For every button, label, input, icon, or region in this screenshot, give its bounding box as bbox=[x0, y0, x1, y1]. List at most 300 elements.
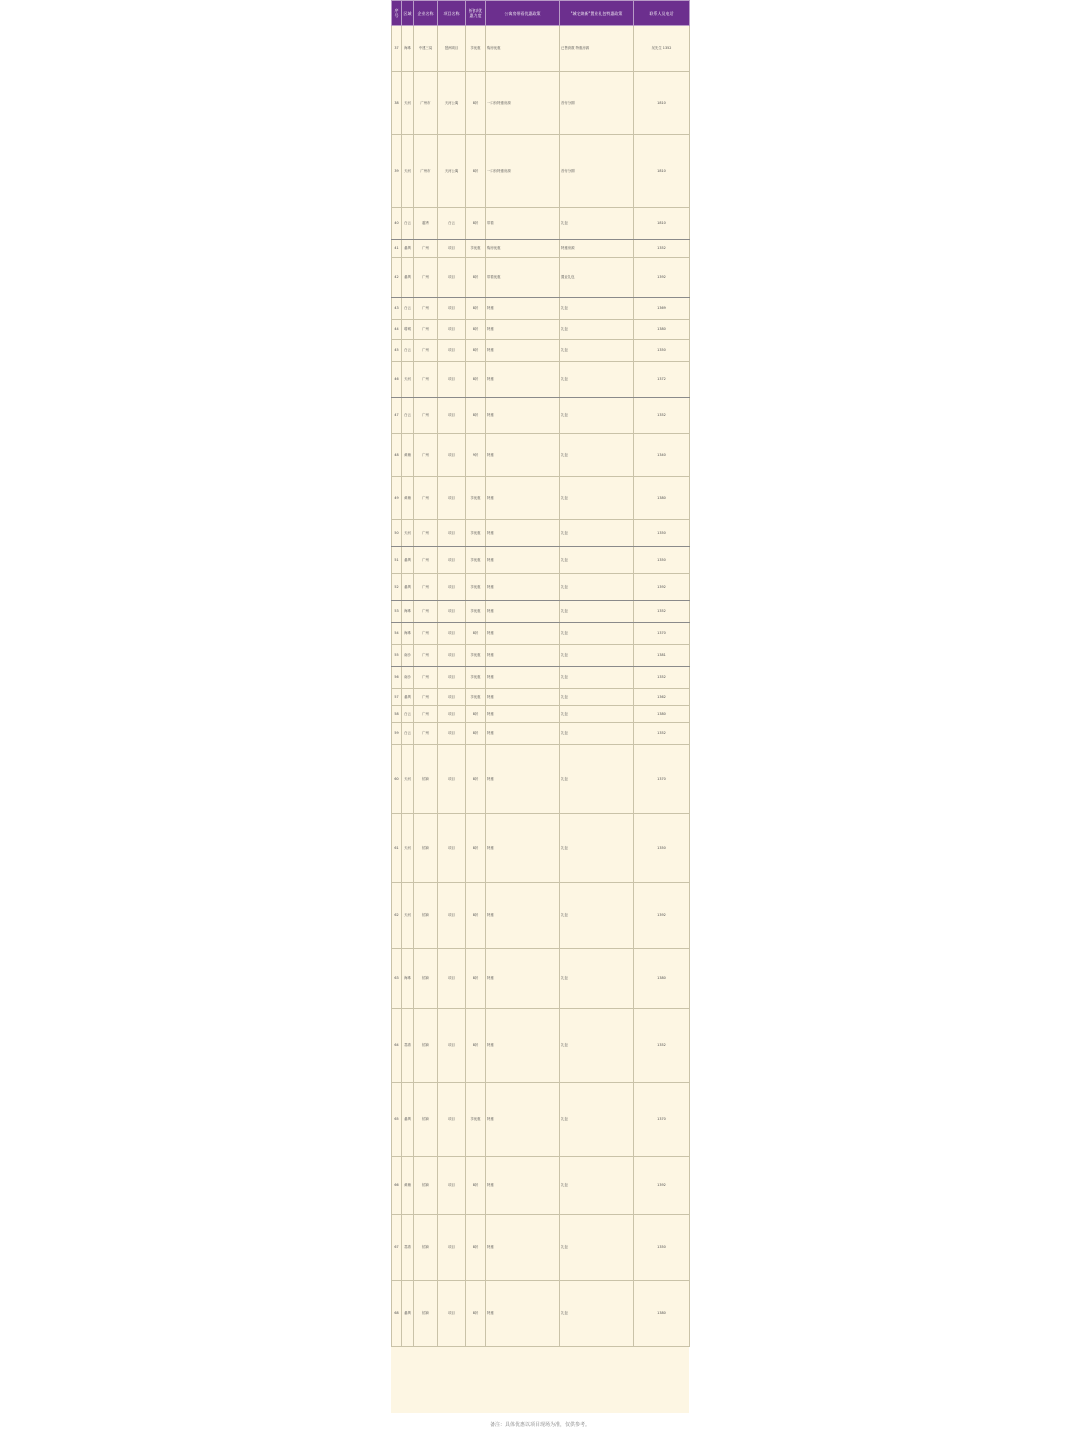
table-row bbox=[392, 601, 690, 623]
cell-rate: 8折 bbox=[466, 208, 486, 240]
cell-contact: 1392 bbox=[634, 883, 690, 949]
cell-project: 项目 bbox=[438, 298, 466, 320]
cell-special: 礼包 bbox=[560, 949, 634, 1009]
cell-project: 天河公寓 bbox=[438, 72, 466, 135]
cell-rate: 享优惠 bbox=[466, 667, 486, 689]
cell-rate: 8折 bbox=[466, 1281, 486, 1347]
cell-no: 53 bbox=[392, 601, 402, 623]
cell-district: 番禺 bbox=[402, 240, 414, 258]
cell-company: 广州 bbox=[414, 240, 438, 258]
cell-special: 礼包 bbox=[560, 208, 634, 240]
cell-project: 白云 bbox=[438, 208, 466, 240]
cell-company: 招商 bbox=[414, 1083, 438, 1157]
cell-district: 天河 bbox=[402, 135, 414, 208]
cell-no: 58 bbox=[392, 706, 402, 723]
cell-rate: 享优惠 bbox=[466, 645, 486, 667]
cell-policy: 特惠 bbox=[486, 667, 560, 689]
cell-project: 项目 bbox=[438, 362, 466, 398]
header-contact: 联系人及电话 bbox=[634, 1, 690, 26]
cell-district: 海珠 bbox=[402, 601, 414, 623]
cell-district: 海珠 bbox=[402, 26, 414, 72]
cell-contact: 1352 bbox=[634, 667, 690, 689]
cell-policy: 特惠 bbox=[486, 745, 560, 814]
cell-policy: 特惠 bbox=[486, 601, 560, 623]
cell-contact: 1380 bbox=[634, 949, 690, 1009]
cell-no: 50 bbox=[392, 520, 402, 547]
table-row bbox=[392, 208, 690, 240]
cell-district: 白云 bbox=[402, 340, 414, 362]
table-row bbox=[392, 298, 690, 320]
cell-policy: 购房优惠 bbox=[486, 240, 560, 258]
table-row bbox=[392, 72, 690, 135]
cell-district: 番禺 bbox=[402, 1281, 414, 1347]
cell-policy: 特惠 bbox=[486, 645, 560, 667]
cell-contact: 1370 bbox=[634, 623, 690, 645]
cell-project: 项目 bbox=[438, 883, 466, 949]
cell-district: 增城 bbox=[402, 320, 414, 340]
cell-special: 礼包 bbox=[560, 547, 634, 574]
table-row bbox=[392, 667, 690, 689]
cell-special: 礼包 bbox=[560, 883, 634, 949]
table-row bbox=[392, 949, 690, 1009]
cell-district: 番禺 bbox=[402, 258, 414, 298]
cell-special: 礼包 bbox=[560, 574, 634, 601]
cell-company: 招商 bbox=[414, 814, 438, 883]
cell-rate: 享优惠 bbox=[466, 26, 486, 72]
cell-no: 68 bbox=[392, 1281, 402, 1347]
cell-policy: 购房优惠 bbox=[486, 26, 560, 72]
table-row bbox=[392, 477, 690, 520]
cell-project: 项目 bbox=[438, 340, 466, 362]
cell-special: 礼包 bbox=[560, 745, 634, 814]
cell-policy: 一口价特惠房源 bbox=[486, 72, 560, 135]
cell-policy: 特惠 bbox=[486, 1009, 560, 1083]
table-row bbox=[392, 574, 690, 601]
cell-policy: 特惠 bbox=[486, 574, 560, 601]
cell-no: 57 bbox=[392, 689, 402, 706]
cell-no: 48 bbox=[392, 434, 402, 477]
cell-company: 广州 bbox=[414, 645, 438, 667]
cell-no: 49 bbox=[392, 477, 402, 520]
cell-special: 礼包 bbox=[560, 340, 634, 362]
cell-district: 海珠 bbox=[402, 949, 414, 1009]
cell-contact: 1350 bbox=[634, 340, 690, 362]
cell-company: 广州 bbox=[414, 320, 438, 340]
cell-company: 广州 bbox=[414, 689, 438, 706]
cell-special: 礼包 bbox=[560, 689, 634, 706]
cell-policy: 特惠 bbox=[486, 814, 560, 883]
table-row bbox=[392, 240, 690, 258]
table-row bbox=[392, 1083, 690, 1157]
cell-contact: 1370 bbox=[634, 745, 690, 814]
cell-district: 白云 bbox=[402, 706, 414, 723]
cell-contact: 1392 bbox=[634, 574, 690, 601]
cell-contact: 1370 bbox=[634, 1083, 690, 1157]
cell-company: 广州 bbox=[414, 520, 438, 547]
cell-project: 项目 bbox=[438, 667, 466, 689]
cell-district: 天河 bbox=[402, 362, 414, 398]
table-row bbox=[392, 520, 690, 547]
cell-no: 54 bbox=[392, 623, 402, 645]
cell-district: 天河 bbox=[402, 745, 414, 814]
cell-rate: 8折 bbox=[466, 135, 486, 208]
cell-rate: 8折 bbox=[466, 362, 486, 398]
cell-company: 广州 bbox=[414, 623, 438, 645]
header-rate: 折扣/优惠力度 bbox=[466, 1, 486, 26]
table-row bbox=[392, 883, 690, 949]
cell-rate: 享优惠 bbox=[466, 520, 486, 547]
cell-contact: 1381 bbox=[634, 645, 690, 667]
cell-rate: 8折 bbox=[466, 706, 486, 723]
cell-district: 白云 bbox=[402, 723, 414, 745]
cell-policy: 特惠 bbox=[486, 706, 560, 723]
cell-special: 礼包 bbox=[560, 520, 634, 547]
cell-district: 荔湾 bbox=[402, 1215, 414, 1281]
cell-special: 首付分期 bbox=[560, 135, 634, 208]
cell-district: 番禺 bbox=[402, 1083, 414, 1157]
cell-policy: 带看 bbox=[486, 208, 560, 240]
cell-contact: 1810 bbox=[634, 208, 690, 240]
cell-rate: 享优惠 bbox=[466, 574, 486, 601]
header-project: 项目名称 bbox=[438, 1, 466, 26]
cell-rate: 8折 bbox=[466, 258, 486, 298]
cell-contact: 1810 bbox=[634, 135, 690, 208]
cell-special: 礼包 bbox=[560, 1215, 634, 1281]
table-row bbox=[392, 745, 690, 814]
table-row bbox=[392, 26, 690, 72]
cell-special: 首付分期 bbox=[560, 72, 634, 135]
cell-rate: 享优惠 bbox=[466, 601, 486, 623]
header-district: 区域 bbox=[402, 1, 414, 26]
cell-special: 礼包 bbox=[560, 723, 634, 745]
discount-table bbox=[391, 0, 690, 1347]
cell-special: 礼包 bbox=[560, 1281, 634, 1347]
table-row bbox=[392, 362, 690, 398]
cell-project: 项目 bbox=[438, 1157, 466, 1215]
cell-district: 番禺 bbox=[402, 689, 414, 706]
cell-district: 黄埔 bbox=[402, 1157, 414, 1215]
cell-contact: 1352 bbox=[634, 398, 690, 434]
cell-policy: 特惠 bbox=[486, 1157, 560, 1215]
cell-policy: 特惠 bbox=[486, 298, 560, 320]
cell-company: 广州市 bbox=[414, 72, 438, 135]
cell-company: 招商 bbox=[414, 883, 438, 949]
cell-rate: 8折 bbox=[466, 745, 486, 814]
cell-no: 45 bbox=[392, 340, 402, 362]
cell-no: 40 bbox=[392, 208, 402, 240]
cell-rate: 享优惠 bbox=[466, 689, 486, 706]
cell-contact: 1352 bbox=[634, 601, 690, 623]
cell-special: 置业礼包 bbox=[560, 258, 634, 298]
cell-special: 礼包 bbox=[560, 1009, 634, 1083]
table-row bbox=[392, 1157, 690, 1215]
cell-policy: 一口价特惠房源 bbox=[486, 135, 560, 208]
cell-company: 广州 bbox=[414, 340, 438, 362]
table-row bbox=[392, 645, 690, 667]
cell-project: 项目 bbox=[438, 949, 466, 1009]
cell-special: 礼包 bbox=[560, 1157, 634, 1215]
cell-no: 42 bbox=[392, 258, 402, 298]
table-row bbox=[392, 689, 690, 706]
cell-policy: 特惠 bbox=[486, 434, 560, 477]
cell-rate: 8折 bbox=[466, 949, 486, 1009]
cell-policy: 特惠 bbox=[486, 320, 560, 340]
cell-project: 项目 bbox=[438, 320, 466, 340]
table-row bbox=[392, 706, 690, 723]
cell-policy: 特惠 bbox=[486, 689, 560, 706]
cell-rate: 8折 bbox=[466, 72, 486, 135]
cell-special: 礼包 bbox=[560, 434, 634, 477]
cell-rate: 8折 bbox=[466, 298, 486, 320]
table-row bbox=[392, 814, 690, 883]
cell-project: 项目 bbox=[438, 745, 466, 814]
cell-district: 南沙 bbox=[402, 645, 414, 667]
cell-no: 43 bbox=[392, 298, 402, 320]
table-row bbox=[392, 135, 690, 208]
cell-company: 广州 bbox=[414, 258, 438, 298]
cell-contact: 1380 bbox=[634, 477, 690, 520]
cell-policy: 特惠 bbox=[486, 723, 560, 745]
table-row bbox=[392, 1215, 690, 1281]
cell-company: 中建三局 bbox=[414, 26, 438, 72]
cell-project: 项目 bbox=[438, 723, 466, 745]
header-special: "城宅焕新"置业礼包特惠政策 bbox=[560, 1, 634, 26]
cell-company: 广州 bbox=[414, 667, 438, 689]
cell-special: 礼包 bbox=[560, 298, 634, 320]
header-no: 序号 bbox=[392, 1, 402, 26]
cell-company: 广州 bbox=[414, 547, 438, 574]
header-company: 企业名称 bbox=[414, 1, 438, 26]
cell-company: 广州 bbox=[414, 574, 438, 601]
cell-company: 招商 bbox=[414, 1281, 438, 1347]
cell-policy: 特惠 bbox=[486, 949, 560, 1009]
cell-project: 天河公寓 bbox=[438, 135, 466, 208]
cell-company: 广州 bbox=[414, 706, 438, 723]
cell-company: 招商 bbox=[414, 745, 438, 814]
table-header-row bbox=[392, 1, 690, 26]
cell-special: 礼包 bbox=[560, 814, 634, 883]
cell-rate: 8折 bbox=[466, 398, 486, 434]
cell-company: 广州 bbox=[414, 601, 438, 623]
cell-project: 项目 bbox=[438, 601, 466, 623]
cell-project: 项目 bbox=[438, 258, 466, 298]
cell-special: 礼包 bbox=[560, 667, 634, 689]
cell-no: 38 bbox=[392, 72, 402, 135]
cell-policy: 特惠 bbox=[486, 340, 560, 362]
cell-district: 黄埔 bbox=[402, 434, 414, 477]
cell-policy: 特惠 bbox=[486, 477, 560, 520]
cell-company: 招商 bbox=[414, 949, 438, 1009]
cell-contact: 1372 bbox=[634, 362, 690, 398]
cell-company: 广州 bbox=[414, 362, 438, 398]
cell-district: 海珠 bbox=[402, 623, 414, 645]
table-row bbox=[392, 340, 690, 362]
cell-project: 项目 bbox=[438, 547, 466, 574]
cell-project: 项目 bbox=[438, 1215, 466, 1281]
cell-contact: 1350 bbox=[634, 814, 690, 883]
cell-special: 礼包 bbox=[560, 320, 634, 340]
cell-rate: 8折 bbox=[466, 340, 486, 362]
footer-note: 备注：具体优惠以项目现场为准，仅供参考。 bbox=[489, 1422, 590, 1428]
cell-project: 项目 bbox=[438, 574, 466, 601]
cell-no: 65 bbox=[392, 1083, 402, 1157]
cell-contact: 1352 bbox=[634, 1009, 690, 1083]
cell-policy: 特惠 bbox=[486, 1281, 560, 1347]
table-row bbox=[392, 623, 690, 645]
cell-rate: 8折 bbox=[466, 320, 486, 340]
cell-contact: 1380 bbox=[634, 320, 690, 340]
cell-no: 46 bbox=[392, 362, 402, 398]
cell-district: 天河 bbox=[402, 520, 414, 547]
cell-project: 项目 bbox=[438, 1009, 466, 1083]
cell-no: 63 bbox=[392, 949, 402, 1009]
table-row bbox=[392, 398, 690, 434]
cell-rate: 8折 bbox=[466, 723, 486, 745]
table-row bbox=[392, 320, 690, 340]
cell-district: 白云 bbox=[402, 398, 414, 434]
cell-no: 61 bbox=[392, 814, 402, 883]
cell-special: 礼包 bbox=[560, 645, 634, 667]
cell-special: 礼包 bbox=[560, 362, 634, 398]
cell-company: 广州 bbox=[414, 723, 438, 745]
cell-rate: 8折 bbox=[466, 1215, 486, 1281]
cell-project: 项目 bbox=[438, 477, 466, 520]
cell-policy: 特惠 bbox=[486, 362, 560, 398]
cell-contact: 吴先生 1352 bbox=[634, 26, 690, 72]
table-row bbox=[392, 723, 690, 745]
cell-contact: 1362 bbox=[634, 689, 690, 706]
cell-rate: 8折 bbox=[466, 1009, 486, 1083]
cell-no: 47 bbox=[392, 398, 402, 434]
cell-project: 项目 bbox=[438, 1083, 466, 1157]
cell-no: 39 bbox=[392, 135, 402, 208]
cell-district: 南沙 bbox=[402, 667, 414, 689]
cell-district: 番禺 bbox=[402, 547, 414, 574]
cell-district: 白云 bbox=[402, 208, 414, 240]
cell-contact: 1380 bbox=[634, 706, 690, 723]
cell-project: 项目 bbox=[438, 1281, 466, 1347]
cell-project: 项目 bbox=[438, 689, 466, 706]
cell-company: 广州 bbox=[414, 434, 438, 477]
cell-contact: 1380 bbox=[634, 1281, 690, 1347]
header-policy: 公寓房带看优惠政策 bbox=[486, 1, 560, 26]
cell-contact: 1350 bbox=[634, 547, 690, 574]
cell-project: 项目 bbox=[438, 645, 466, 667]
cell-district: 荔湾 bbox=[402, 1009, 414, 1083]
cell-special: 礼包 bbox=[560, 477, 634, 520]
cell-contact: 1810 bbox=[634, 72, 690, 135]
cell-rate: 8折 bbox=[466, 814, 486, 883]
cell-policy: 带看优惠 bbox=[486, 258, 560, 298]
cell-project: 项目 bbox=[438, 814, 466, 883]
cell-special: 礼包 bbox=[560, 623, 634, 645]
cell-company: 广州 bbox=[414, 477, 438, 520]
cell-special: 礼包 bbox=[560, 398, 634, 434]
cell-project: 项目 bbox=[438, 434, 466, 477]
cell-special: 礼包 bbox=[560, 706, 634, 723]
cell-district: 天河 bbox=[402, 814, 414, 883]
cell-rate: 享优惠 bbox=[466, 1083, 486, 1157]
cell-district: 番禺 bbox=[402, 574, 414, 601]
cell-policy: 特惠 bbox=[486, 547, 560, 574]
cell-contact: 1392 bbox=[634, 1157, 690, 1215]
cell-district: 黄埔 bbox=[402, 477, 414, 520]
cell-district: 天河 bbox=[402, 883, 414, 949]
cell-contact: 1392 bbox=[634, 258, 690, 298]
table-row bbox=[392, 258, 690, 298]
cell-contact: 1352 bbox=[634, 240, 690, 258]
cell-policy: 特惠 bbox=[486, 1215, 560, 1281]
cell-policy: 特惠 bbox=[486, 883, 560, 949]
cell-no: 44 bbox=[392, 320, 402, 340]
cell-no: 52 bbox=[392, 574, 402, 601]
cell-no: 66 bbox=[392, 1157, 402, 1215]
cell-no: 60 bbox=[392, 745, 402, 814]
cell-project: 项目 bbox=[438, 240, 466, 258]
cell-project: 项目 bbox=[438, 706, 466, 723]
cell-district: 天河 bbox=[402, 72, 414, 135]
table-row bbox=[392, 434, 690, 477]
cell-rate: 享优惠 bbox=[466, 240, 486, 258]
cell-company: 招商 bbox=[414, 1009, 438, 1083]
cell-no: 67 bbox=[392, 1215, 402, 1281]
cell-contact: 1369 bbox=[634, 298, 690, 320]
cell-contact: 1350 bbox=[634, 1215, 690, 1281]
cell-district: 白云 bbox=[402, 298, 414, 320]
cell-special: 礼包 bbox=[560, 1083, 634, 1157]
cell-contact: 1352 bbox=[634, 723, 690, 745]
cell-no: 41 bbox=[392, 240, 402, 258]
cell-rate: 9折 bbox=[466, 434, 486, 477]
cell-rate: 8折 bbox=[466, 1157, 486, 1215]
cell-no: 64 bbox=[392, 1009, 402, 1083]
cell-project: 项目 bbox=[438, 623, 466, 645]
cell-rate: 8折 bbox=[466, 623, 486, 645]
table-row bbox=[392, 1281, 690, 1347]
cell-contact: 1340 bbox=[634, 434, 690, 477]
cell-project: 项目 bbox=[438, 520, 466, 547]
cell-policy: 特惠 bbox=[486, 1083, 560, 1157]
cell-no: 59 bbox=[392, 723, 402, 745]
cell-special: 已售套数 特惠房源 bbox=[560, 26, 634, 72]
cell-company: 招商 bbox=[414, 1157, 438, 1215]
cell-no: 56 bbox=[392, 667, 402, 689]
cell-no: 55 bbox=[392, 645, 402, 667]
discount-table-sheet bbox=[391, 0, 689, 1413]
cell-policy: 特惠 bbox=[486, 623, 560, 645]
cell-company: 招商 bbox=[414, 1215, 438, 1281]
cell-no: 37 bbox=[392, 26, 402, 72]
cell-rate: 享优惠 bbox=[466, 477, 486, 520]
cell-contact: 1350 bbox=[634, 520, 690, 547]
cell-special: 礼包 bbox=[560, 601, 634, 623]
cell-project: 项目 bbox=[438, 398, 466, 434]
cell-special: 特惠房源 bbox=[560, 240, 634, 258]
cell-company: 越秀 bbox=[414, 208, 438, 240]
cell-rate: 8折 bbox=[466, 883, 486, 949]
cell-company: 广州 bbox=[414, 398, 438, 434]
cell-rate: 享优惠 bbox=[466, 547, 486, 574]
table-body bbox=[392, 26, 690, 1347]
table-row bbox=[392, 547, 690, 574]
cell-policy: 特惠 bbox=[486, 520, 560, 547]
cell-no: 62 bbox=[392, 883, 402, 949]
cell-no: 51 bbox=[392, 547, 402, 574]
cell-company: 广州 bbox=[414, 298, 438, 320]
cell-company: 广州市 bbox=[414, 135, 438, 208]
table-row bbox=[392, 1009, 690, 1083]
cell-project: 琶洲项目 bbox=[438, 26, 466, 72]
